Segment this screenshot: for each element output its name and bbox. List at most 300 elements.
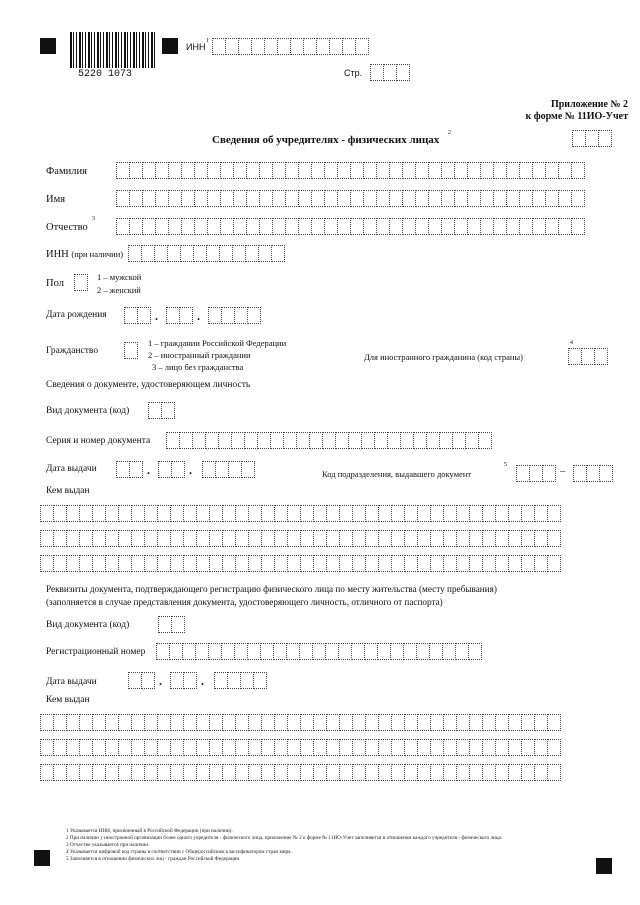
entry-cell[interactable] [66, 739, 80, 756]
entry-cell[interactable] [313, 505, 327, 522]
entry-cell[interactable] [521, 505, 535, 522]
entry-cell[interactable] [155, 190, 169, 207]
entry-cell[interactable] [493, 190, 507, 207]
entry-cell[interactable] [228, 461, 242, 478]
entry-cell[interactable] [105, 714, 119, 731]
entry-cell[interactable] [339, 530, 353, 547]
entry-cell[interactable] [352, 530, 366, 547]
entry-cell[interactable] [391, 739, 405, 756]
entry-cell[interactable] [363, 190, 377, 207]
reg-issue-day-field[interactable] [128, 672, 154, 689]
entry-cell[interactable] [105, 764, 119, 781]
entry-cell[interactable] [456, 555, 470, 572]
entry-cell[interactable] [298, 162, 312, 179]
entry-cell[interactable] [141, 245, 155, 262]
entry-cell[interactable] [74, 274, 88, 291]
entry-cell[interactable] [506, 190, 520, 207]
entry-cell[interactable] [156, 643, 170, 660]
entry-cell[interactable] [300, 739, 314, 756]
entry-cell[interactable] [53, 714, 67, 731]
entry-cell[interactable] [105, 530, 119, 547]
entry-cell[interactable] [167, 245, 181, 262]
page-number-field[interactable] [370, 64, 409, 81]
entry-cell[interactable] [170, 739, 184, 756]
entry-cell[interactable] [443, 739, 457, 756]
id-issued-by-row-2[interactable] [40, 530, 560, 547]
entry-cell[interactable] [207, 190, 221, 207]
entry-cell[interactable] [287, 555, 301, 572]
entry-cell[interactable] [258, 245, 272, 262]
entry-cell[interactable] [508, 555, 522, 572]
entry-cell[interactable] [311, 190, 325, 207]
entry-cell[interactable] [417, 555, 431, 572]
reg-issued-by-row-3[interactable] [40, 764, 560, 781]
entry-cell[interactable] [426, 432, 440, 449]
entry-cell[interactable] [417, 505, 431, 522]
entry-cell[interactable] [568, 348, 582, 365]
entry-cell[interactable] [350, 190, 364, 207]
entry-cell[interactable] [456, 739, 470, 756]
entry-cell[interactable] [79, 555, 93, 572]
entry-cell[interactable] [171, 461, 185, 478]
entry-cell[interactable] [322, 432, 336, 449]
citizenship-field[interactable] [124, 342, 137, 359]
entry-cell[interactable] [240, 672, 254, 689]
entry-cell[interactable] [144, 505, 158, 522]
entry-cell[interactable] [391, 530, 405, 547]
entry-cell[interactable] [131, 530, 145, 547]
entry-cell[interactable] [365, 555, 379, 572]
entry-cell[interactable] [378, 714, 392, 731]
entry-cell[interactable] [235, 739, 249, 756]
entry-cell[interactable] [404, 739, 418, 756]
entry-cell[interactable] [261, 714, 275, 731]
entry-cell[interactable] [338, 643, 352, 660]
entry-cell[interactable] [155, 218, 169, 235]
entry-cell[interactable] [144, 555, 158, 572]
entry-cell[interactable] [274, 714, 288, 731]
entry-cell[interactable] [378, 555, 392, 572]
entry-cell[interactable] [157, 714, 171, 731]
birth-month-field[interactable] [166, 307, 192, 324]
entry-cell[interactable] [196, 739, 210, 756]
entry-cell[interactable] [118, 555, 132, 572]
entry-cell[interactable] [506, 218, 520, 235]
entry-cell[interactable] [285, 218, 299, 235]
entry-cell[interactable] [415, 162, 429, 179]
entry-cell[interactable] [209, 555, 223, 572]
entry-cell[interactable] [183, 672, 197, 689]
entry-cell[interactable] [124, 342, 138, 359]
entry-cell[interactable] [300, 555, 314, 572]
entry-cell[interactable] [170, 505, 184, 522]
entry-cell[interactable] [443, 764, 457, 781]
entry-cell[interactable] [454, 162, 468, 179]
entry-cell[interactable] [131, 739, 145, 756]
entry-cell[interactable] [389, 162, 403, 179]
entry-cell[interactable] [274, 530, 288, 547]
entry-cell[interactable] [194, 218, 208, 235]
entry-cell[interactable] [508, 505, 522, 522]
entry-cell[interactable] [508, 530, 522, 547]
entry-cell[interactable] [313, 530, 327, 547]
entry-cell[interactable] [355, 38, 369, 55]
entry-cell[interactable] [235, 505, 249, 522]
entry-cell[interactable] [430, 714, 444, 731]
surname-field[interactable] [116, 162, 584, 179]
entry-cell[interactable] [261, 739, 275, 756]
entry-cell[interactable] [326, 530, 340, 547]
entry-cell[interactable] [365, 530, 379, 547]
entry-cell[interactable] [234, 643, 248, 660]
entry-cell[interactable] [532, 190, 546, 207]
entry-cell[interactable] [179, 307, 193, 324]
entry-cell[interactable] [246, 162, 260, 179]
entry-cell[interactable] [534, 714, 548, 731]
entry-cell[interactable] [246, 190, 260, 207]
entry-cell[interactable] [391, 714, 405, 731]
entry-cell[interactable] [128, 245, 142, 262]
entry-cell[interactable] [467, 218, 481, 235]
entry-cell[interactable] [519, 162, 533, 179]
entry-cell[interactable] [247, 643, 261, 660]
patronymic-field[interactable] [116, 218, 584, 235]
entry-cell[interactable] [209, 505, 223, 522]
entry-cell[interactable] [105, 555, 119, 572]
entry-cell[interactable] [532, 162, 546, 179]
entry-cell[interactable] [241, 461, 255, 478]
entry-cell[interactable] [396, 64, 410, 81]
entry-cell[interactable] [441, 162, 455, 179]
entry-cell[interactable] [586, 465, 600, 482]
entry-cell[interactable] [116, 162, 130, 179]
entry-cell[interactable] [521, 714, 535, 731]
entry-cell[interactable] [469, 714, 483, 731]
entry-cell[interactable] [495, 505, 509, 522]
entry-cell[interactable] [66, 764, 80, 781]
entry-cell[interactable] [417, 530, 431, 547]
entry-cell[interactable] [157, 764, 171, 781]
entry-cell[interactable] [273, 643, 287, 660]
entry-cell[interactable] [430, 530, 444, 547]
entry-cell[interactable] [400, 432, 414, 449]
entry-cell[interactable] [118, 739, 132, 756]
entry-cell[interactable] [202, 461, 216, 478]
entry-cell[interactable] [598, 130, 612, 147]
entry-cell[interactable] [259, 190, 273, 207]
entry-cell[interactable] [383, 64, 397, 81]
entry-cell[interactable] [129, 162, 143, 179]
entry-cell[interactable] [456, 714, 470, 731]
entry-cell[interactable] [296, 432, 310, 449]
entry-cell[interactable] [495, 714, 509, 731]
entry-cell[interactable] [429, 643, 443, 660]
entry-cell[interactable] [257, 432, 271, 449]
entry-cell[interactable] [154, 245, 168, 262]
entry-cell[interactable] [79, 505, 93, 522]
entry-cell[interactable] [467, 162, 481, 179]
entry-cell[interactable] [287, 505, 301, 522]
entry-cell[interactable] [339, 739, 353, 756]
entry-cell[interactable] [170, 555, 184, 572]
entry-cell[interactable] [313, 714, 327, 731]
entry-cell[interactable] [378, 505, 392, 522]
entry-cell[interactable] [468, 643, 482, 660]
entry-cell[interactable] [161, 402, 175, 419]
entry-cell[interactable] [508, 739, 522, 756]
entry-cell[interactable] [352, 764, 366, 781]
entry-cell[interactable] [277, 38, 291, 55]
entry-cell[interactable] [545, 162, 559, 179]
entry-cell[interactable] [337, 218, 351, 235]
entry-cell[interactable] [196, 714, 210, 731]
entry-cell[interactable] [495, 555, 509, 572]
entry-cell[interactable] [350, 162, 364, 179]
entry-cell[interactable] [456, 530, 470, 547]
entry-cell[interactable] [352, 505, 366, 522]
entry-cell[interactable] [374, 432, 388, 449]
entry-cell[interactable] [220, 190, 234, 207]
entry-cell[interactable] [179, 432, 193, 449]
reg-issued-by-row-2[interactable] [40, 739, 560, 756]
entry-cell[interactable] [183, 505, 197, 522]
division-code-part2-field[interactable] [573, 465, 612, 482]
entry-cell[interactable] [157, 530, 171, 547]
entry-cell[interactable] [193, 245, 207, 262]
entry-cell[interactable] [363, 218, 377, 235]
entry-cell[interactable] [326, 714, 340, 731]
entry-cell[interactable] [66, 530, 80, 547]
entry-cell[interactable] [572, 130, 586, 147]
entry-cell[interactable] [469, 530, 483, 547]
entry-cell[interactable] [378, 530, 392, 547]
entry-cell[interactable] [469, 739, 483, 756]
entry-cell[interactable] [313, 739, 327, 756]
entry-cell[interactable] [53, 739, 67, 756]
entry-cell[interactable] [259, 218, 273, 235]
entry-cell[interactable] [246, 218, 260, 235]
entry-cell[interactable] [428, 190, 442, 207]
entry-cell[interactable] [441, 190, 455, 207]
entry-cell[interactable] [443, 505, 457, 522]
entry-cell[interactable] [391, 764, 405, 781]
entry-cell[interactable] [287, 714, 301, 731]
entry-cell[interactable] [337, 190, 351, 207]
entry-cell[interactable] [545, 190, 559, 207]
entry-cell[interactable] [131, 764, 145, 781]
entry-cell[interactable] [129, 190, 143, 207]
reg-number-field[interactable] [156, 643, 481, 660]
entry-cell[interactable] [128, 672, 142, 689]
issue-year-field[interactable] [202, 461, 254, 478]
entry-cell[interactable] [225, 38, 239, 55]
entry-cell[interactable] [415, 190, 429, 207]
entry-cell[interactable] [168, 162, 182, 179]
entry-cell[interactable] [79, 714, 93, 731]
entry-cell[interactable] [482, 530, 496, 547]
entry-cell[interactable] [222, 764, 236, 781]
entry-cell[interactable] [285, 162, 299, 179]
entry-cell[interactable] [170, 764, 184, 781]
entry-cell[interactable] [335, 432, 349, 449]
entry-cell[interactable] [180, 245, 194, 262]
entry-cell[interactable] [235, 764, 249, 781]
entry-cell[interactable] [300, 530, 314, 547]
entry-cell[interactable] [219, 245, 233, 262]
entry-cell[interactable] [443, 530, 457, 547]
entry-cell[interactable] [516, 465, 530, 482]
entry-cell[interactable] [299, 643, 313, 660]
entry-cell[interactable] [116, 218, 130, 235]
name-field[interactable] [116, 190, 584, 207]
entry-cell[interactable] [248, 555, 262, 572]
entry-cell[interactable] [79, 739, 93, 756]
entry-cell[interactable] [233, 162, 247, 179]
entry-cell[interactable] [221, 307, 235, 324]
country-code-field[interactable] [568, 348, 607, 365]
entry-cell[interactable] [221, 643, 235, 660]
entry-cell[interactable] [235, 714, 249, 731]
entry-cell[interactable] [417, 764, 431, 781]
entry-cell[interactable] [235, 555, 249, 572]
entry-cell[interactable] [521, 739, 535, 756]
entry-cell[interactable] [260, 643, 274, 660]
entry-cell[interactable] [214, 672, 228, 689]
entry-cell[interactable] [195, 643, 209, 660]
entry-cell[interactable] [183, 714, 197, 731]
entry-cell[interactable] [585, 130, 599, 147]
reg-issue-year-field[interactable] [214, 672, 266, 689]
entry-cell[interactable] [558, 218, 572, 235]
entry-cell[interactable] [222, 530, 236, 547]
title-field[interactable] [572, 130, 611, 147]
entry-cell[interactable] [53, 764, 67, 781]
entry-cell[interactable] [231, 432, 245, 449]
entry-cell[interactable] [79, 530, 93, 547]
entry-cell[interactable] [389, 218, 403, 235]
entry-cell[interactable] [339, 555, 353, 572]
entry-cell[interactable] [137, 307, 151, 324]
entry-cell[interactable] [313, 764, 327, 781]
entry-cell[interactable] [131, 555, 145, 572]
entry-cell[interactable] [303, 38, 317, 55]
entry-cell[interactable] [508, 764, 522, 781]
entry-cell[interactable] [183, 555, 197, 572]
entry-cell[interactable] [155, 162, 169, 179]
inn-field[interactable] [128, 245, 284, 262]
entry-cell[interactable] [287, 530, 301, 547]
entry-cell[interactable] [105, 505, 119, 522]
entry-cell[interactable] [274, 505, 288, 522]
entry-cell[interactable] [351, 643, 365, 660]
entry-cell[interactable] [215, 461, 229, 478]
entry-cell[interactable] [547, 739, 561, 756]
entry-cell[interactable] [389, 190, 403, 207]
entry-cell[interactable] [402, 162, 416, 179]
entry-cell[interactable] [205, 432, 219, 449]
entry-cell[interactable] [469, 505, 483, 522]
entry-cell[interactable] [547, 555, 561, 572]
entry-cell[interactable] [53, 530, 67, 547]
entry-cell[interactable] [534, 739, 548, 756]
entry-cell[interactable] [131, 714, 145, 731]
entry-cell[interactable] [404, 764, 418, 781]
entry-cell[interactable] [455, 643, 469, 660]
entry-cell[interactable] [312, 643, 326, 660]
entry-cell[interactable] [415, 218, 429, 235]
entry-cell[interactable] [142, 162, 156, 179]
entry-cell[interactable] [456, 505, 470, 522]
entry-cell[interactable] [66, 555, 80, 572]
entry-cell[interactable] [495, 764, 509, 781]
entry-cell[interactable] [131, 505, 145, 522]
entry-cell[interactable] [233, 218, 247, 235]
entry-cell[interactable] [324, 218, 338, 235]
entry-cell[interactable] [222, 505, 236, 522]
entry-cell[interactable] [92, 714, 106, 731]
entry-cell[interactable] [222, 739, 236, 756]
entry-cell[interactable] [442, 643, 456, 660]
entry-cell[interactable] [194, 190, 208, 207]
entry-cell[interactable] [92, 739, 106, 756]
entry-cell[interactable] [365, 505, 379, 522]
entry-cell[interactable] [209, 530, 223, 547]
entry-cell[interactable] [376, 162, 390, 179]
entry-cell[interactable] [183, 530, 197, 547]
entry-cell[interactable] [378, 764, 392, 781]
entry-cell[interactable] [482, 739, 496, 756]
entry-cell[interactable] [92, 555, 106, 572]
entry-cell[interactable] [183, 739, 197, 756]
entry-cell[interactable] [532, 218, 546, 235]
entry-cell[interactable] [482, 555, 496, 572]
entry-cell[interactable] [157, 739, 171, 756]
entry-cell[interactable] [220, 162, 234, 179]
entry-cell[interactable] [428, 162, 442, 179]
entry-cell[interactable] [571, 162, 585, 179]
entry-cell[interactable] [287, 739, 301, 756]
entry-cell[interactable] [208, 307, 222, 324]
entry-cell[interactable] [40, 739, 54, 756]
entry-cell[interactable] [456, 764, 470, 781]
entry-cell[interactable] [465, 432, 479, 449]
entry-cell[interactable] [209, 764, 223, 781]
entry-cell[interactable] [350, 218, 364, 235]
entry-cell[interactable] [324, 162, 338, 179]
entry-cell[interactable] [482, 764, 496, 781]
entry-cell[interactable] [144, 764, 158, 781]
entry-cell[interactable] [365, 714, 379, 731]
entry-cell[interactable] [170, 714, 184, 731]
entry-cell[interactable] [222, 714, 236, 731]
entry-cell[interactable] [196, 530, 210, 547]
issue-day-field[interactable] [116, 461, 142, 478]
entry-cell[interactable] [194, 162, 208, 179]
entry-cell[interactable] [529, 465, 543, 482]
entry-cell[interactable] [403, 643, 417, 660]
entry-cell[interactable] [92, 530, 106, 547]
entry-cell[interactable] [599, 465, 613, 482]
entry-cell[interactable] [534, 505, 548, 522]
entry-cell[interactable] [105, 739, 119, 756]
entry-cell[interactable] [534, 764, 548, 781]
entry-cell[interactable] [439, 432, 453, 449]
entry-cell[interactable] [547, 530, 561, 547]
entry-cell[interactable] [443, 714, 457, 731]
entry-cell[interactable] [430, 739, 444, 756]
series-number-field[interactable] [166, 432, 491, 449]
entry-cell[interactable] [244, 432, 258, 449]
